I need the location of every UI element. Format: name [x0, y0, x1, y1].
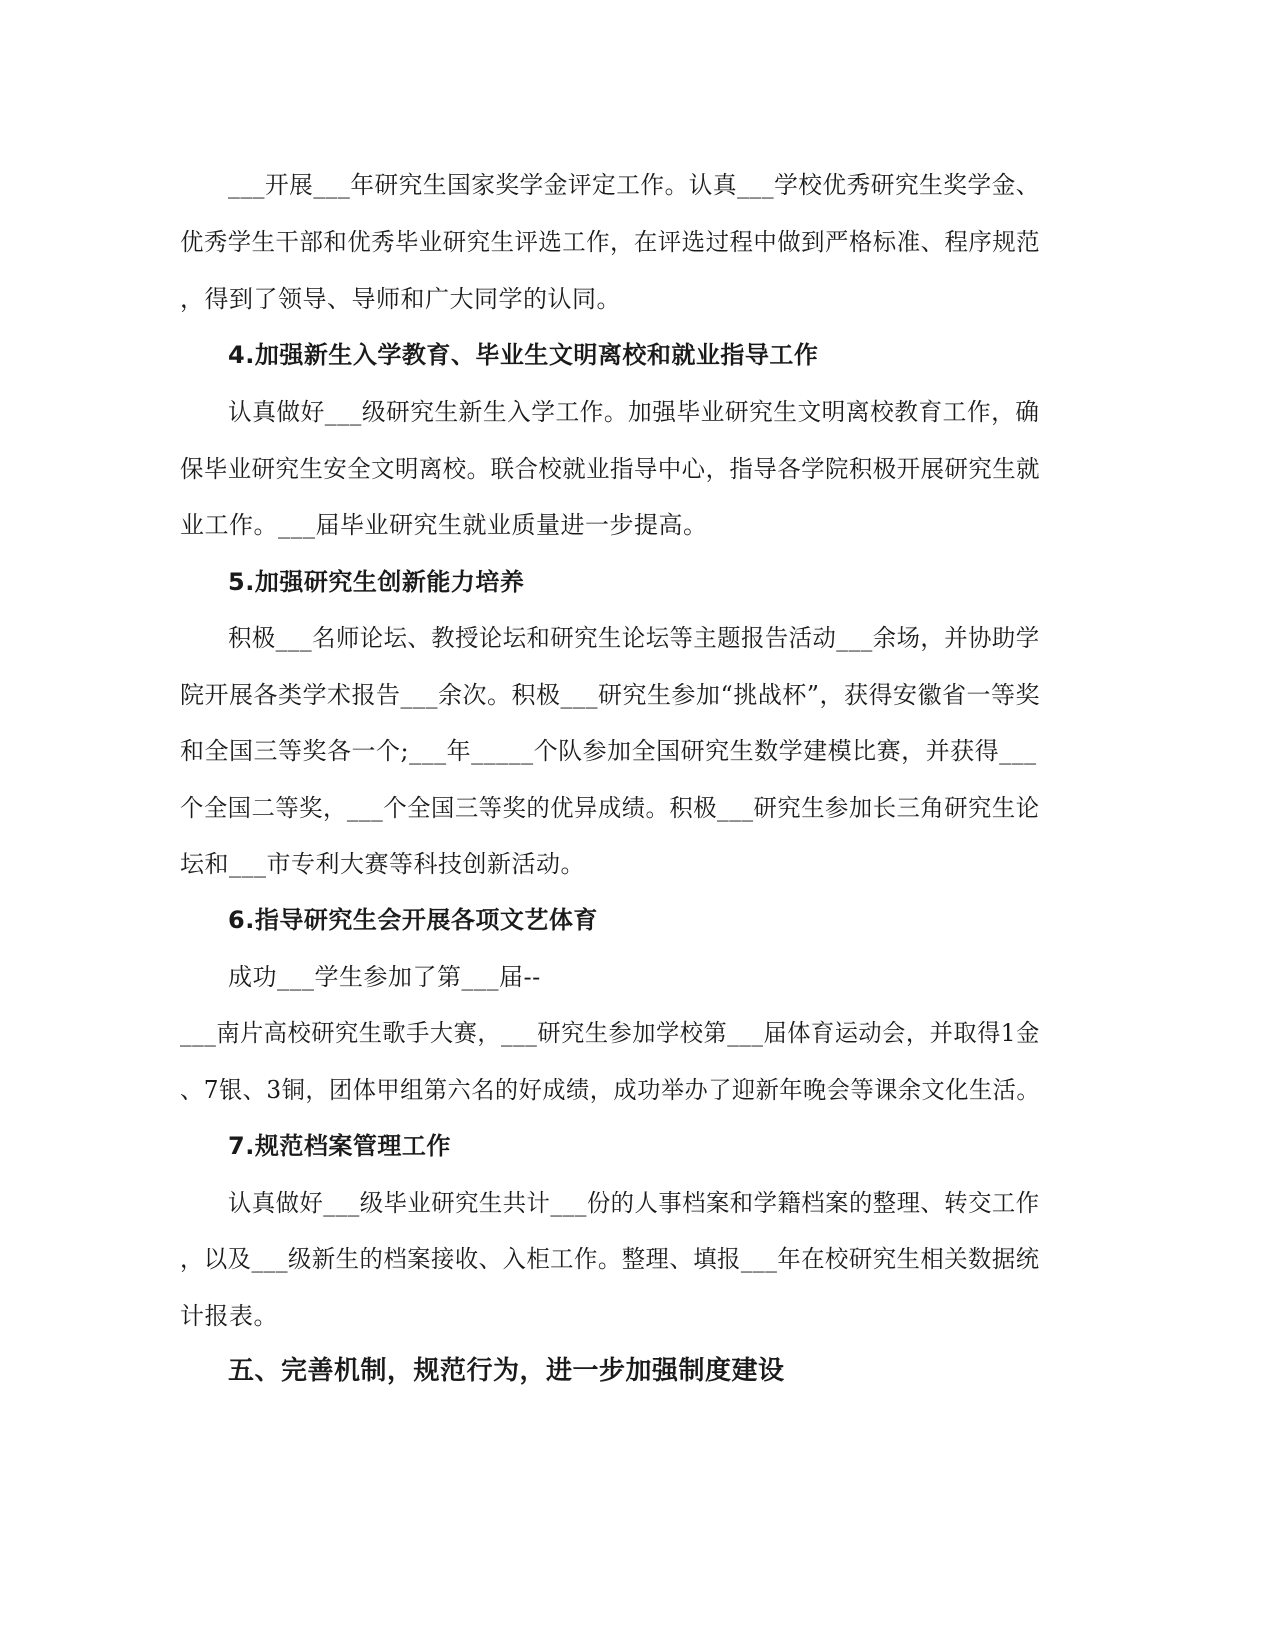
paragraph-line: 和全国三等奖各一个;___年_____个队参加全国研究生数学建模比赛，并获得___ — [180, 737, 1037, 765]
paragraph-line: 积极___名师论坛、教授论坛和研究生论坛等主题报告活动___余场，并协助学 — [228, 624, 1040, 652]
paragraph-line: 院开展各类学术报告___余次。积极___研究生参加“挑战杯”，获得安徽省一等奖 — [180, 681, 1041, 709]
paragraph-line: 业工作。___届毕业研究生就业质量进一步提高。 — [180, 511, 708, 539]
paragraph-line: ___南片高校研究生歌手大赛，___研究生参加学校第___届体育运动会，并取得1金 — [180, 1019, 1040, 1047]
paragraph-line: ，得到了领导、导师和广大同学的认同。 — [180, 285, 621, 313]
chapter-heading: 五、完善机制，规范行为，进一步加强制度建设 — [228, 1356, 785, 1386]
paragraph-line: 优秀学生干部和优秀毕业研究生评选工作，在评选过程中做到严格标准、程序规范 — [180, 228, 1041, 256]
paragraph-line: ___开展___年研究生国家奖学金评定工作。认真___学校优秀研究生奖学金、 — [228, 171, 1040, 199]
paragraph-line: ，以及___级新生的档案接收、入柜工作。整理、填报___年在校研究生相关数据统 — [180, 1245, 1040, 1273]
paragraph-line: 、7银、3铜，团体甲组第六名的好成绩，成功举办了迎新年晚会等课余文化生活。 — [180, 1076, 1041, 1104]
paragraph-line: 个全国二等奖，___个全国三等奖的优异成绩。积极___研究生参加长三角研究生论 — [180, 794, 1040, 822]
section-heading: 6.指导研究生会开展各项文艺体育 — [228, 906, 598, 934]
paragraph-line: 成功___学生参加了第___届-- — [228, 963, 541, 991]
section-heading: 7.规范档案管理工作 — [228, 1132, 451, 1160]
paragraph-line: 认真做好___级毕业研究生共计___份的人事档案和学籍档案的整理、转交工作 — [228, 1189, 1040, 1217]
paragraph-line: 计报表。 — [180, 1302, 278, 1330]
paragraph-line: 认真做好___级研究生新生入学工作。加强毕业研究生文明离校教育工作，确 — [228, 398, 1040, 426]
paragraph-line: 保毕业研究生安全文明离校。联合校就业指导中心，指导各学院积极开展研究生就 — [180, 455, 1041, 483]
section-heading: 5.加强研究生创新能力培养 — [228, 568, 525, 596]
paragraph-line: 坛和___市专利大赛等科技创新活动。 — [180, 850, 585, 878]
section-heading: 4.加强新生入学教育、毕业生文明离校和就业指导工作 — [228, 341, 819, 369]
